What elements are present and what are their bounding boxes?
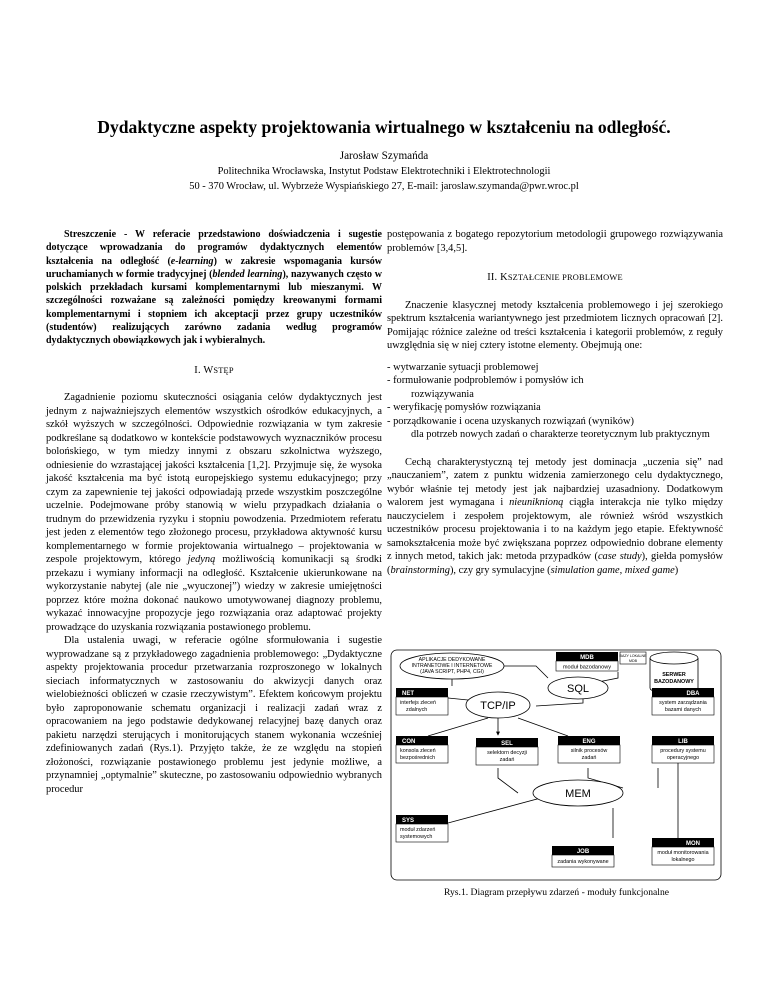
list-item: - wytwarzanie sytuacji problemowej: [387, 361, 539, 373]
con-sublabel-2: bezpośrednich: [400, 755, 436, 761]
affiliation-address: 50 - 370 Wrocław, ul. Wybrzeże Wyspiańskiego 27, E-mail: jaroslaw.szymanda@pwr.wroc.pl: [189, 181, 579, 192]
sel-label: SEL: [501, 741, 513, 747]
abstract: Streszczenie - W referacie przedstawiono doświadczenia i sugestie dotyczące wprowadzania do programów dydaktycznych elementów kształcenia na odległość (e-learning) w zakresie wspomagania kursów uruchamianych w formie tradycyjnej (blended learning), nazywanych często w polskich przekładach kursami komplementarnymi lub mieszanymi. W szczególności rozważane są zależności pomiędzy kreowanymi formami komplementarnymi i stopniem ich akceptacji przez grupy uczestników (studentów) realizujących zarówno zadania według programów dydaktycznych obowiązkowych jak i wybieralnych.: [46, 229, 383, 347]
sql-label: SQL: [566, 683, 590, 695]
dba-sublabel-2: bazami danych: [664, 707, 702, 713]
local-db-label-2: MDB: [629, 659, 637, 663]
server-label-1: SERWER: [662, 672, 686, 678]
eng-label: ENG: [582, 739, 596, 745]
affiliation-institute: Politechnika Wrocławska, Instytut Podstaw Elektrotechniki i Elektrotechnologii: [217, 166, 551, 177]
continued-paragraph: postępowania z bogatego repozytorium metodologii grupowego rozwiązywania problemów [3,4,5].: [387, 229, 723, 254]
applications-label-1: APLIKACJE DEDYKOWANE: [418, 657, 486, 663]
sys-sublabel-2: systemowych: [400, 834, 433, 840]
job-sublabel: zadania wykonywane: [557, 859, 609, 865]
left-column: [46, 228, 382, 796]
author: Jarosław Szymańda: [339, 150, 429, 162]
intro-paragraph-1: Zagadnienie poziomu skuteczności osiągania celów dydaktycznych jest jednym z najważniejszych elementów wszystkich ośrodków edukacyjnych, a szkół wyższych w szczególności. Odpowiednie rozwiązania w tym zakresie podkreślane są dodatkowo w kontekście podstawowych wyznaczników procesu bolońskiego, w tym miedzy innymi z obszaru szkolnictwa wyższego, odniesienie do wzrastającej jakości kształcenia [1,2]. Przyjmuje się, że wysoka jakość kształcenia ma być istotą europejskiego systemu edukacyjnego; przy czym za zapewnienie tej jakości odpowiadają przede wszystkim poszczególne uczelnie. Podejmowane próby stanowią w wielu przypadkach działania o trudnym do przewidzenia ryzyku i stopniu powodzenia. Przedmiotem referatu jest jeden z elementów tego złożonego procesu, przykładowa aktywność kursu komplementarnego w formie projektowania wirtualnego – projektowania w zespole projektowym, którego jedyną możliwością komunikacji są środki przekazu i wymiany informacji na odległość. Kształcenie ukierunkowane na wykorzystanie nabytej (ale nie „wyuczonej”) wiedzy w zakresie umiejętności poprzez które można dokonać naukowo umotywowanej diagnozy problemu, wykazać innowacyjne propozycje jego rozwiązania oraz adaptować projekty prowadzące do uzyskania rozwiązania postawionego problemu.: [46, 392, 382, 633]
net-label: NET: [402, 691, 414, 697]
dba-sublabel-1: system zarządzania: [659, 700, 707, 706]
con-label: CON: [402, 739, 416, 745]
dba-label: DBA: [686, 691, 700, 697]
eng-sublabel-1: silnik procesów: [570, 748, 608, 754]
tcpip-label: TCP/IP: [480, 700, 516, 712]
net-sublabel-1: interfejs zleceń: [400, 700, 436, 706]
list-item: - weryfikację pomysłów rozwiązania: [387, 402, 541, 413]
server-label-2: BAZODANOWY: [654, 679, 694, 685]
mon-sublabel-1: moduł monitorowania: [657, 850, 709, 856]
applications-label-2: INTRANETOWE I INTERNETOWE: [411, 663, 493, 669]
figure-caption: Rys.1. Diagram przepływu zdarzeń - moduły funkcjonalne: [444, 887, 669, 898]
section-heading-intro: I. WSTĘP: [194, 364, 234, 376]
list-item: - porządkowanie i ocena uzyskanych rozwiązań (wyników) dla potrzeb nowych zadań o charakterze teoretycznym lub praktycznym: [387, 415, 710, 440]
sel-sublabel-2: zadań: [499, 757, 515, 763]
con-sublabel-1: konsola zleceń: [400, 748, 436, 754]
eng-sublabel-2: zadań: [581, 755, 597, 761]
mon-sublabel-2: lokalnego: [671, 857, 695, 863]
element-list: [387, 361, 723, 442]
intro-paragraph-2: Dla ustalenia uwagi, w referacie ogólne sformułowania i sugestie wyprowadzane są z przykładowego zagadnienia problemowego: „Dydaktyczne aspekty projektowania procedur przetwarzania rozproszonego w lokalnych sieciach informatycznych w zastosowaniu do akwizycji danych oraz wielobieżności obliczeń w czasie rzeczywistym”. Efektem końcowym projektu było zaproponowanie schematu organizacji i realizacji zadań wraz z opracowaniem na jego podstawie dedykowanej relacyjnej bazę danych oraz pakietu narzędzi sterujących i monitorujących stanem wykonania wcześniej zdefiniowanych zadań (Rys.1). Przyjęto także, że ze względu na stopień złożoności, rozwiązanie postawionego problemu jest jedynie możliwe, a przynamniej „optymalnie” skuteczne, po zastosowaniu odpowiednio wybranych procedur: [46, 635, 382, 795]
sel-sublabel-1: selektorn decyzji: [487, 750, 527, 756]
sys-label: SYS: [402, 818, 415, 824]
section-heading-problem-learning: II. KSZTAŁCENIE PROBLEMOWE: [487, 272, 623, 283]
sys-sublabel-1: moduł zdarzeń: [400, 827, 436, 833]
applications-label-3: (JAVA SCRIPT, PHP4, CGI): [420, 669, 484, 675]
mdb-sublabel: moduł bazodanowy: [562, 664, 612, 671]
mdb-label: MDB: [580, 655, 594, 661]
mem-label: MEM: [565, 788, 591, 800]
event-flow-diagram: [388, 648, 725, 883]
dba-header: [652, 688, 714, 697]
problem-paragraph-1: Znaczenie klasycznej metody kształcenia problemowego i jej szerokiego spektrum kształcenia wariantywnego jest przedmiotem licznych opracowań [2]. Pomijając różnice zależne od treści kształcenia i kategorii problemów, z reguły uwzględnia się w niej cztery istotne elementy. Obejmują one:: [387, 299, 723, 351]
paper-title: Dydaktyczne aspekty projektowania wirtualnego w kształceniu na odległość.: [97, 117, 671, 137]
lib-sublabel-1: procedury systemu: [660, 748, 706, 754]
local-db-label-1: BAZY LOKALNE: [619, 654, 647, 658]
job-label: JOB: [576, 849, 590, 855]
problem-paragraph-2: Cechą charakterystyczną tej metody jest dominacja „uczenia się” nad „nauczaniem”, zatem z punktu widzenia zamierzonego celu dydaktycznego, wybór właśnie tej metody jest jak najbardziej uzasadniony. Dodatkowym walorem jest wymagana i nieuniknioną ciągła interakcja nie tylko między nauczycielem i zespołem projektowym, ale również wśród wszystkich uczestników procesu projektowania i to na każdym jego etapie. Efektywność samokształcenia może być zwiększana poprzez odpowiednio dobrane elementy z innych metod, takich jak: metoda przypadków (case study), giełda pomysłów (brainstorming), czy gry symulacyjne (simulation game, mixed game): [387, 456, 723, 576]
mon-header: [652, 838, 714, 847]
mon-label: MON: [686, 841, 700, 847]
right-column: [387, 228, 723, 577]
list-item: - formułowanie podproblemów i pomysłów ich rozwiązywania: [387, 375, 584, 400]
net-sublabel-2: zdalnych: [406, 707, 428, 713]
lib-sublabel-2: operacyjnego: [666, 755, 700, 761]
lib-label: LIB: [678, 739, 688, 745]
